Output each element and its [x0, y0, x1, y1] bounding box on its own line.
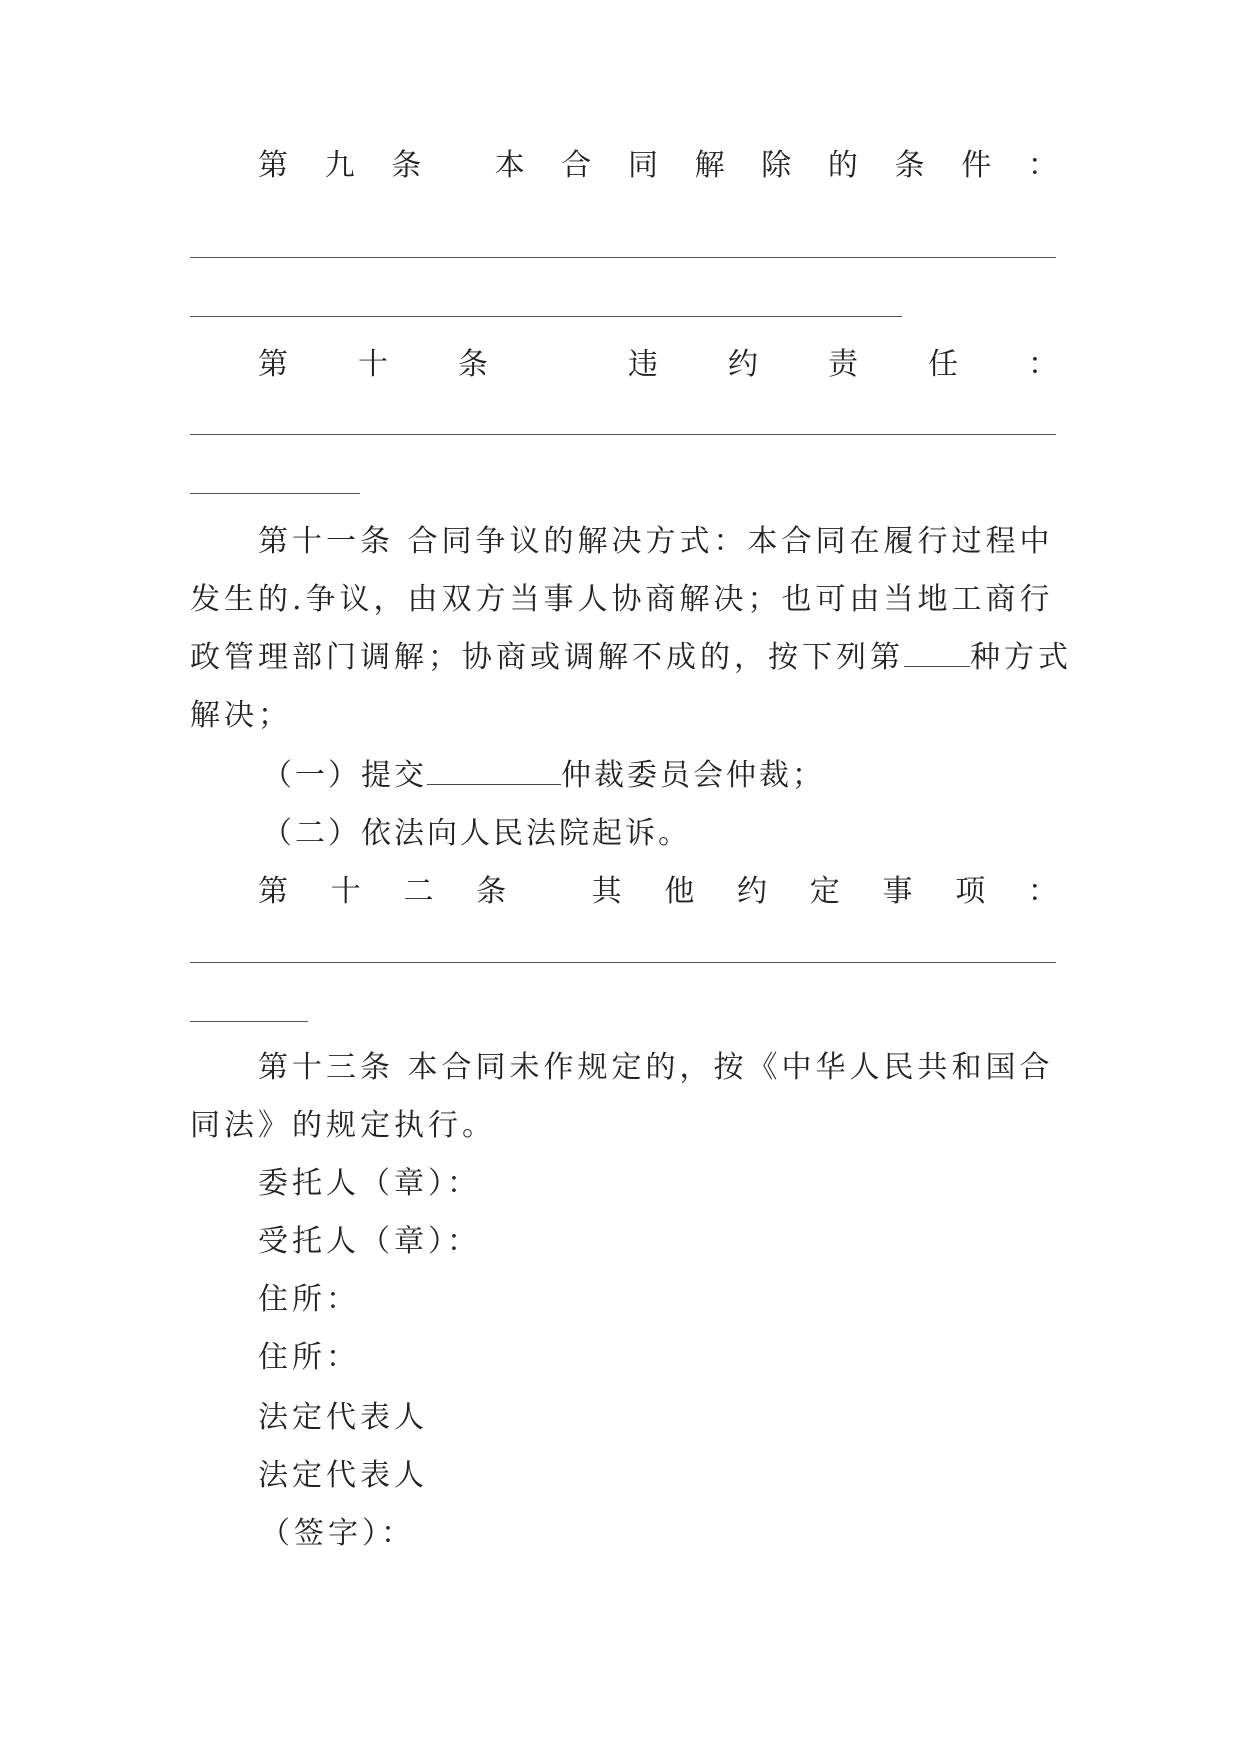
article-9-char: 解 — [694, 148, 725, 183]
option-1-text: （一）提交 — [262, 758, 427, 793]
article-9-char: 九 — [324, 148, 355, 183]
article-12-char: 定 — [809, 874, 840, 909]
article-9-char: ： — [1027, 148, 1058, 183]
legal-representative-label: 法定代表人 — [258, 1400, 428, 1435]
article-9-char: 的 — [827, 148, 858, 183]
article-10-char: ： — [1028, 347, 1058, 382]
article-11-text: 种方式 — [970, 640, 1072, 675]
article-9-char: 件 — [961, 148, 992, 183]
option-1-text: 仲裁委员会仲裁； — [561, 758, 825, 793]
article-9-char: 条 — [894, 148, 925, 183]
article-9-char: 本 — [494, 148, 525, 183]
article-9-char: 第 — [258, 148, 288, 183]
article-12-heading — [258, 872, 1058, 912]
article-12-char: 事 — [882, 874, 913, 909]
method-number-blank — [904, 638, 970, 667]
article-9-char: 同 — [627, 148, 658, 183]
article-10-char: 第 — [258, 347, 288, 382]
article-12-char: 二 — [403, 874, 434, 909]
article-10-char: 约 — [728, 347, 758, 382]
article-12-char: 十 — [330, 874, 361, 909]
arbitration-committee-blank — [427, 756, 561, 785]
fill-in-line — [190, 962, 1056, 963]
article-11-text: 政管理部门调解；协商或调解不成的，按下列第 — [190, 640, 904, 675]
article-10-char: 条 — [458, 347, 488, 382]
option-2: （二）依法向人民法院起诉。 — [262, 816, 691, 851]
article-13-line: 同法》的规定执行。 — [190, 1108, 496, 1143]
option-1 — [262, 756, 825, 796]
article-12-char: 约 — [737, 874, 768, 909]
article-9-char: 合 — [561, 148, 592, 183]
address-label: 住所： — [258, 1282, 360, 1317]
article-11-line — [190, 638, 1072, 678]
article-10-char: 任 — [928, 347, 958, 382]
fill-in-line — [190, 1021, 308, 1022]
fill-in-line — [190, 434, 1056, 435]
fill-in-line — [190, 316, 902, 317]
article-9-heading — [258, 146, 1058, 186]
article-12-char: 项 — [955, 874, 986, 909]
article-13-line: 第十三条 本合同未作规定的，按《中华人民共和国合 — [258, 1050, 1054, 1085]
fill-in-line — [190, 257, 1056, 258]
article-12-char: 他 — [664, 874, 695, 909]
article-9-char: 除 — [761, 148, 792, 183]
principal-seal-label: 委托人（章）： — [258, 1166, 481, 1201]
article-12-char: 条 — [476, 874, 507, 909]
legal-representative-label: 法定代表人 — [258, 1458, 428, 1493]
signature-label: （签字）： — [260, 1516, 415, 1551]
article-12-char: 其 — [591, 874, 622, 909]
address-label: 住所： — [258, 1340, 360, 1375]
article-10-char: 十 — [358, 347, 388, 382]
article-10-heading — [258, 345, 1058, 385]
article-9-char: 条 — [391, 148, 422, 183]
agent-seal-label: 受托人（章）： — [258, 1224, 481, 1259]
article-10-char: 违 — [628, 347, 658, 382]
article-11-line: 第十一条 合同争议的解决方式：本合同在履行过程中 — [258, 524, 1054, 559]
article-11-line: 发生的.争议，由双方当事人协商解决；也可由当地工商行 — [190, 582, 1054, 617]
article-11-line: 解决； — [190, 698, 292, 733]
article-12-char: 第 — [258, 874, 288, 909]
article-10-char: 责 — [828, 347, 858, 382]
article-12-char: ： — [1027, 874, 1058, 909]
fill-in-line — [190, 493, 360, 494]
